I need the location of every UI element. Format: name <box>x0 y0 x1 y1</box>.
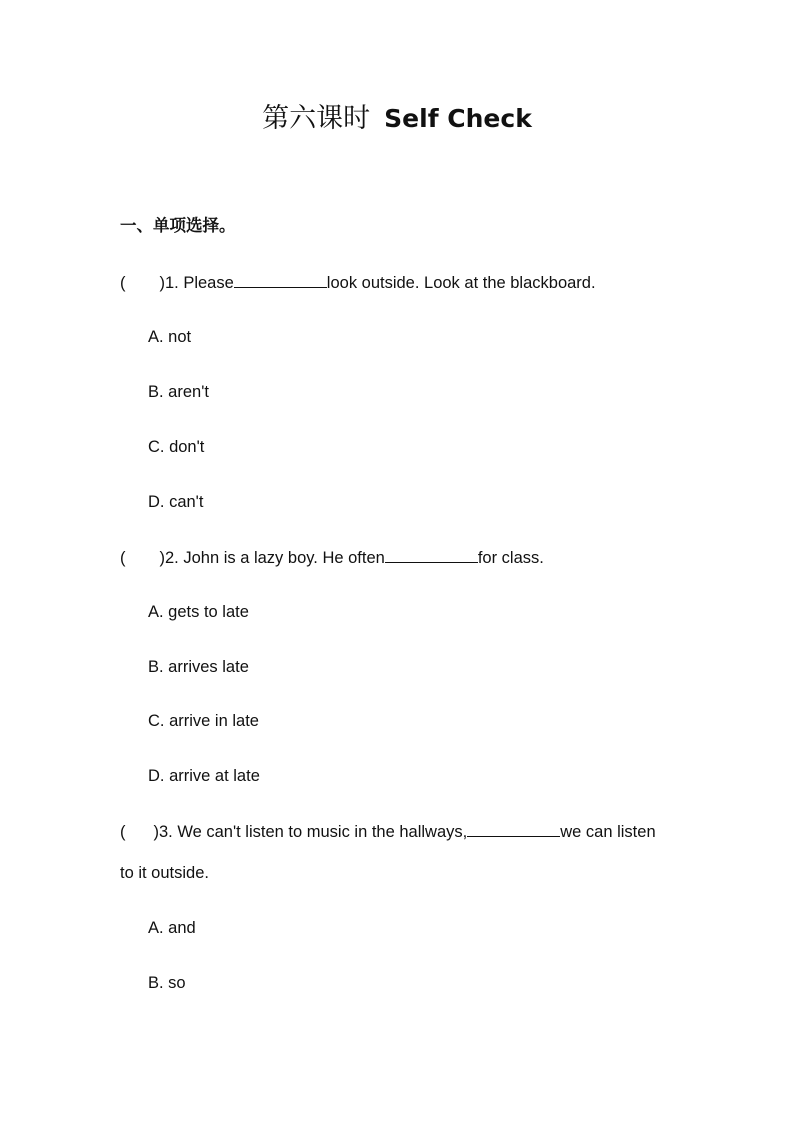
question-3-continuation: to it outside. <box>120 864 209 882</box>
question-2-option-d: D. arrive at late <box>148 767 260 785</box>
question-3-option-a: A. and <box>148 919 196 937</box>
question-2-option-a: A. gets to late <box>148 603 249 621</box>
title-english: Self Check <box>384 104 532 133</box>
question-1-option-d: D. can't <box>148 493 204 511</box>
question-1-stem: )1. Please <box>159 274 234 292</box>
question-2-after-blank: for class. <box>477 549 544 567</box>
question-1-after-blank: look outside. Look at the blackboard. <box>326 274 596 292</box>
question-1 <box>120 270 596 295</box>
fill-blank[interactable] <box>467 819 560 837</box>
question-2-stem: )2. John is a lazy boy. He often <box>159 549 385 567</box>
fill-blank[interactable] <box>234 270 327 288</box>
question-2-open-paren: ( <box>120 549 126 567</box>
question-1-option-b: B. aren't <box>148 383 209 401</box>
question-2 <box>120 545 544 570</box>
question-2-option-b: B. arrives late <box>148 658 249 676</box>
question-3-open-paren: ( <box>120 823 126 841</box>
question-1-open-paren: ( <box>120 274 126 292</box>
title-chinese: 第六课时 <box>262 103 371 134</box>
question-3-option-b: B. so <box>148 974 186 992</box>
question-3-stem: )3. We can't listen to music in the hallways, <box>153 823 468 841</box>
page-title <box>0 100 794 137</box>
question-1-option-a: A. not <box>148 328 192 346</box>
fill-blank[interactable] <box>385 545 478 563</box>
question-1-option-c: C. don't <box>148 438 205 456</box>
section-heading: 一、单项选择。 <box>120 216 236 235</box>
question-2-option-c: C. arrive in late <box>148 712 259 730</box>
question-3 <box>120 819 656 844</box>
question-3-after-blank: we can listen <box>560 823 656 841</box>
